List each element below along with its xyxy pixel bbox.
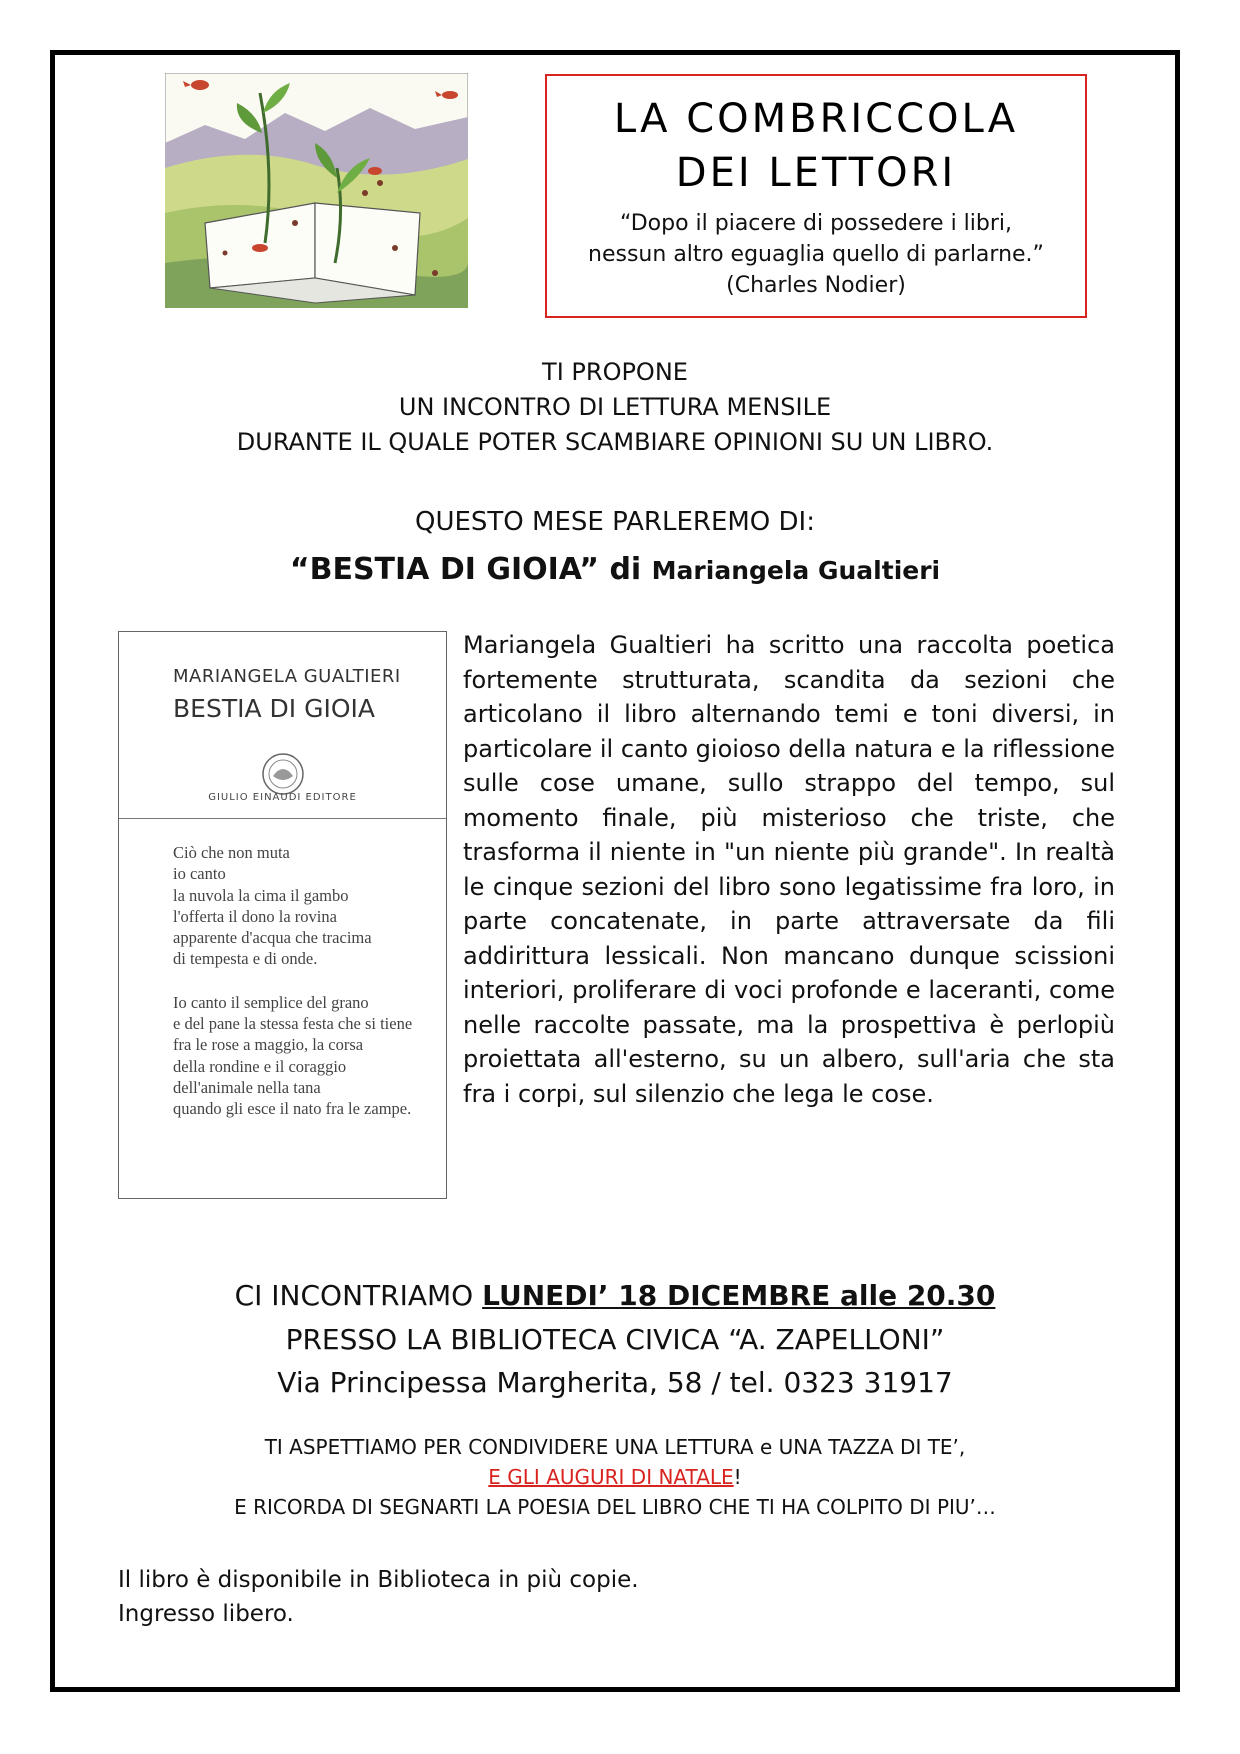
- intro-line-2: UN INCONTRO DI LETTURA MENSILE: [398, 393, 832, 421]
- meeting-when: LUNEDI’ 18 DICEMBRE alle 20.30: [482, 1279, 996, 1312]
- meeting-address: Via Principessa Margherita, 58 / tel. 0323 31917: [277, 1366, 953, 1399]
- quote-line-2: nessun altro eguaglia quello di parlarne.”: [588, 242, 1044, 267]
- natale-wishes: E GLI AUGURI DI NATALE: [488, 1465, 734, 1489]
- quote-author: (Charles Nodier): [726, 273, 906, 298]
- cover-author: MARIANGELA GUALTIERI: [173, 666, 401, 687]
- cover-poem: [173, 842, 412, 1120]
- poem-line: apparente d'acqua che tracima: [173, 928, 372, 948]
- availability-note: Il libro è disponibile in Biblioteca in più copie.: [118, 1567, 639, 1593]
- meeting-date-line: [60, 1276, 1170, 1316]
- invite-text: [60, 1432, 1170, 1522]
- intro-text: [60, 355, 1170, 460]
- cover-publisher: GIULIO EINAUDI EDITORE: [208, 792, 357, 803]
- book-cover: [118, 631, 447, 1199]
- this-month-heading: QUESTO MESE PARLEREMO DI:: [415, 507, 815, 537]
- book-description: Mariangela Gualtieri ha scritto una raccolta poetica fortemente strutturata, scandita da sezioni che articolano il libro alternando temi e toni diversi, in particolare il canto gioioso della natura e la riflessione sulle cose umane, sullo strappo del tempo, sul momento finale, più misterioso che triste, che trasforma il niente in "un niente più grande". In realtà le cinque sezioni del libro sono legatissime fra loro, in parte concatenate, in parte attraversate da fili addirittura lessicali. Non mancano dunque scissioni interiori, proliferare di voci profonde e laceranti, come nelle raccolte passate, ma la prospettiva è perlopiù proiettata all'esterno, su un albero, sull'aria che sta fra i corpi, sul silenzio che lega le cose.: [463, 631, 1115, 1108]
- publisher-seal-icon: [259, 750, 307, 798]
- intro-line-1: TI PROPONE: [542, 358, 688, 386]
- meeting-place: PRESSO LA BIBLIOTECA CIVICA “A. ZAPELLONI”: [285, 1323, 945, 1356]
- poem-line: la nuvola la cima il gambo: [173, 885, 349, 905]
- poem-line: Ciò che non muta: [173, 843, 290, 862]
- book-with-plants-and-birds-illustration: [165, 73, 468, 308]
- entry-note: Ingresso libero.: [118, 1601, 294, 1627]
- book-author: Mariangela Gualtieri: [651, 556, 941, 585]
- title-box: [545, 74, 1087, 318]
- book-di: di: [609, 552, 642, 587]
- quote: [547, 208, 1085, 301]
- poem-line: dell'animale nella tana: [173, 1077, 321, 1097]
- quote-line-1: “Dopo il piacere di possedere i libri,: [619, 211, 1013, 236]
- poem-line: di tempesta e di onde.: [173, 949, 318, 969]
- poem-line: l'offerta il dono la rovina: [173, 906, 337, 926]
- poem-line: quando gli esce il nato fra le zampe.: [173, 1099, 412, 1119]
- intro-line-3: DURANTE IL QUALE POTER SCAMBIARE OPINIONI SU UN LIBRO.: [236, 428, 994, 456]
- footer-notes: [118, 1563, 639, 1631]
- book-title-heading: [60, 548, 1170, 593]
- invite-line-3: E RICORDA DI SEGNARTI LA POESIA DEL LIBRO CHE TI HA COLPITO DI PIU’…: [234, 1495, 996, 1519]
- book-title: “BESTIA DI GIOIA”: [289, 552, 599, 587]
- invite-line-2: [60, 1462, 1170, 1492]
- poem-line: Io canto il semplice del grano: [173, 992, 369, 1012]
- poem-line: io canto: [173, 864, 226, 884]
- meeting-intro: CI INCONTRIAMO: [234, 1279, 483, 1312]
- cover-title: BESTIA DI GIOIA: [173, 694, 375, 723]
- cover-divider: [119, 818, 446, 819]
- poem-line: e del pane la stessa festa che si tiene: [173, 1014, 413, 1034]
- title-line-2: DEI LETTORI: [675, 150, 957, 196]
- poem-line: della rondine e il coraggio: [173, 1056, 347, 1076]
- poem-line: fra le rose a maggio, la corsa: [173, 1035, 364, 1055]
- title-line-1: LA COMBRICCOLA: [613, 96, 1019, 142]
- natale-exclamation: !: [733, 1465, 742, 1489]
- invite-line-1: TI ASPETTIAMO PER CONDIVIDERE UNA LETTURA e UNA TAZZA DI TE’,: [264, 1435, 966, 1459]
